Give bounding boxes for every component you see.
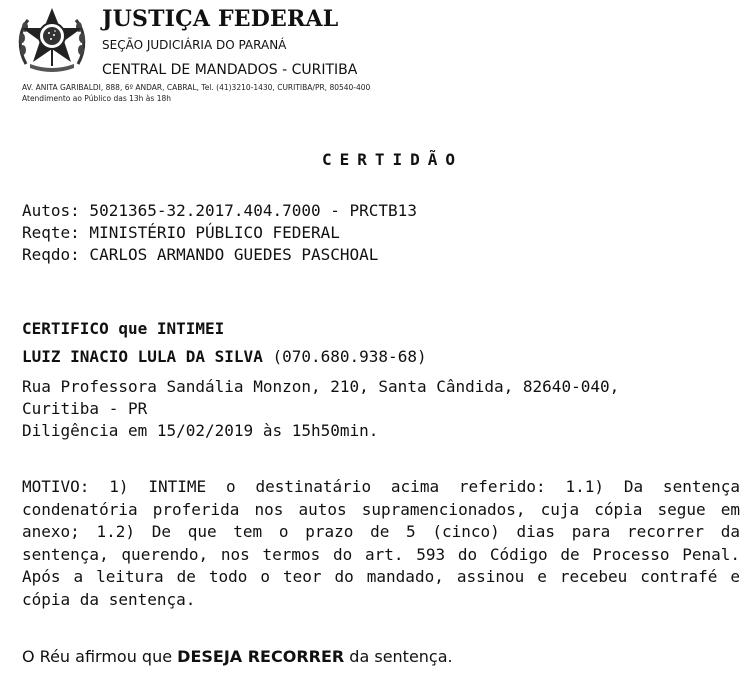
header-address: AV. ANITA GARIBALDI, 888, 6º ANDAR, CABRAL, Tel. (41)3210-1430, CURITIBA/PR, 80540-400	[22, 83, 371, 92]
address-line-2: Curitiba - PR	[22, 399, 148, 418]
case-plaintiff: Reqte: MINISTÉRIO PÚBLICO FEDERAL	[22, 223, 340, 242]
motivo-paragraph: MOTIVO: 1) INTIME o destinatário acima referido: 1.1) Da sentença condenatória proferida nos autos supramencionados, cuja cópia segue em anexo; 1.2) De que tem o prazo de 5 (cinco) dias para recorrer da sentença, querendo, nos termos do art. 593 do Código de Processo Penal. Após a leitura de todo o teor do mandado, assinou e recebeu contrafé e cópia da sentença.	[22, 477, 740, 609]
closing-suffix: da sentença.	[344, 647, 453, 666]
case-autos: Autos: 5021365-32.2017.404.7000 - PRCTB13	[22, 201, 417, 220]
closing-emphasis: DESEJA RECORRER	[177, 647, 345, 666]
brazil-coat-of-arms-icon	[16, 6, 88, 72]
document-header	[0, 0, 750, 110]
case-defendant: Reqdo: CARLOS ARMANDO GUEDES PASCHOAL	[22, 245, 379, 264]
person-id: (070.680.938-68)	[262, 347, 427, 366]
central-name: CENTRAL DE MANDADOS - CURITIBA	[102, 62, 358, 78]
closing-prefix: O Réu afirmou que	[22, 647, 178, 666]
person-line	[22, 346, 427, 367]
certification-heading: CERTIFICO que INTIMEI	[22, 319, 225, 338]
document-title: CERTIDÃO	[322, 150, 464, 169]
section-name: SEÇÃO JUDICIÁRIA DO PARANÁ	[102, 38, 287, 52]
closing-line	[22, 646, 453, 667]
person-name: LUIZ INACIO LULA DA SILVA	[22, 347, 263, 366]
diligence-line: Diligência em 15/02/2019 às 15h50min.	[22, 421, 379, 440]
address-line-1: Rua Professora Sandália Monzon, 210, Santa Cândida, 82640-040,	[22, 377, 620, 396]
org-name: JUSTIÇA FEDERAL	[102, 6, 339, 32]
header-hours: Atendimento ao Público das 13h às 18h	[22, 94, 171, 103]
